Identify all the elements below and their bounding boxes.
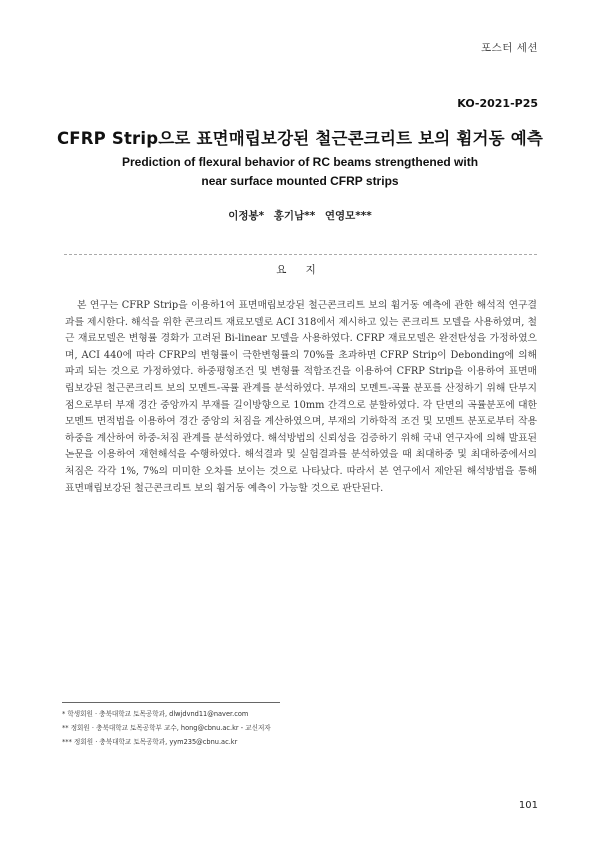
- footnote-author-3: *** 정회원 · 충북대학교 토목공학과, yym235@cbnu.ac.kr: [62, 737, 238, 746]
- footnote-rule: [62, 702, 280, 703]
- footnote-author-1: * 학생회원 · 충북대학교 토목공학과, dlwjdvnd11@naver.com: [62, 710, 249, 718]
- footnote-author-2: ** 정회원 · 충북대학교 토목공학부 교수, hong@cbnu.ac.kr - 교신저자: [62, 723, 271, 732]
- title-korean: CFRP Strip으로 표면매립보강된 철근콘크리트 보의 휨거동 예측: [56, 129, 544, 148]
- section-divider: [64, 254, 537, 255]
- session-label: 포스터 세션: [480, 42, 538, 54]
- abstract-body: 본 연구는 CFRP Strip을 이용하1여 표면매립보강된 철근콘크리트 보의 휨거동 예측에 관한 해석적 연구결과를 제시한다. 해석을 위한 콘크리트 재료모델로 ACI 318에서 제시하고 있는 콘크리트 모델을 사용하였며, 철근 재료모델은 변형률 경화가 고려된 Bi-linear 모델을 사용하였다. CFRP 재료모델은 완전탄성을 가정하였으며, ACI 440에 따라 CFRP의 변형률이 극한변형률의 70%를 초과하면 CFRP Strip이 Debonding에 의해 파괴 되는 것으로 가정하였다. 하중평형조건 및 변형률 적합조건을 이용하여 CFRP Strip을 이용하여 표면매립보강된 철근콘크리트 보의 모멘트-곡률 관계를 분석하였다. 부재의 모멘트-곡률 분포를 산정하기 위해 단부지점으로부터 부재 경간 중앙까지 부재를 길이방향으로 10mm 간격으로 분할하였다. 각 단면의 곡률분포에 대한 모멘트 면적법을 이용하여 경간 중앙의 처짐을 계산하였으며, 부재의 기하학적 조건 및 모멘트 분포로부터 작용하중을 계산하여 하중-처짐 관계를 분석하였다. 해석방법의 신뢰성을 검증하기 위해 국내 연구자에 의해 발표된 논문을 이용하여 재현해석을 수행하였다. 해석결과 및 실험결과를 분석하였을 때 최대하중 및 최대하중에서의 처짐은 각각 1%, 7%의 미미한 오차를 보이는 것으로 나타났다. 따라서 본 연구에서 제안된 해석방법을 통해 표면매립보강된 철근콘크리트 보의 휨거동 예측이 가능할 것으로 판단된다.: [65, 300, 538, 494]
- paper-code: KO-2021-P25: [457, 97, 538, 110]
- author-list: 이정봉* 홍기남** 연영모***: [228, 210, 372, 222]
- abstract-heading: 요 지: [276, 264, 324, 276]
- title-english: Prediction of flexural behavior of RC beams strengthened with near surface mounted CFRP strips: [121, 155, 479, 188]
- page-number: 101: [518, 800, 538, 811]
- footnotes: [62, 708, 542, 749]
